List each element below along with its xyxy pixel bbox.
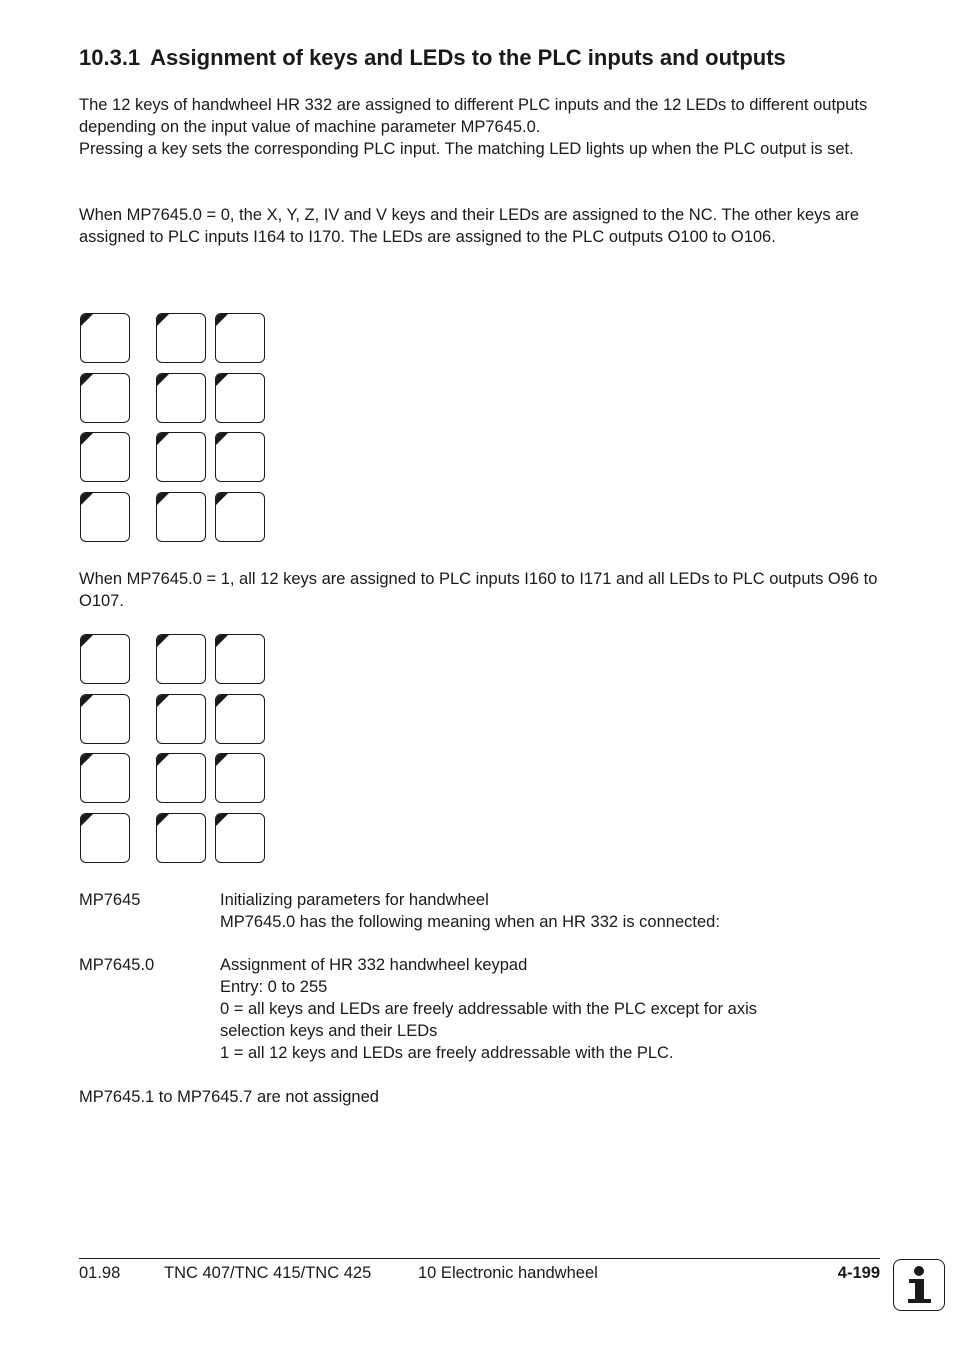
keypad-diagram-mp1 xyxy=(79,634,269,864)
param-line: selection keys and their LEDs xyxy=(220,1022,438,1040)
key-led-indicator xyxy=(81,314,93,326)
handwheel-key xyxy=(215,373,265,423)
handwheel-key xyxy=(80,813,130,863)
key-led-indicator xyxy=(216,695,228,707)
param-description xyxy=(220,954,860,1064)
handwheel-key xyxy=(215,813,265,863)
key-led-indicator xyxy=(157,635,169,647)
handwheel-key xyxy=(156,813,206,863)
section-title: Assignment of keys and LEDs to the PLC inputs and outputs xyxy=(150,45,786,70)
param-line: Entry: 0 to 255 xyxy=(220,978,328,996)
handwheel-key xyxy=(80,313,130,363)
footer-divider xyxy=(79,1258,880,1259)
intro-paragraph xyxy=(79,94,889,160)
handwheel-key xyxy=(156,753,206,803)
handwheel-key xyxy=(215,634,265,684)
key-led-indicator xyxy=(81,433,93,445)
param-line: Initializing parameters for handwheel xyxy=(220,891,489,909)
key-led-indicator xyxy=(157,493,169,505)
key-led-indicator xyxy=(157,754,169,766)
handwheel-key xyxy=(156,694,206,744)
param-line: 0 = all keys and LEDs are freely addressable with the PLC except for axis xyxy=(220,1000,757,1018)
info-icon xyxy=(893,1259,945,1311)
handwheel-key xyxy=(80,432,130,482)
key-led-indicator xyxy=(81,374,93,386)
key-led-indicator xyxy=(81,754,93,766)
section-number: 10.3.1 xyxy=(79,45,141,70)
mp0-paragraph: When MP7645.0 = 0, the X, Y, Z, IV and V keys and their LEDs are assigned to the NC. The other keys are assigned to PLC inputs I164 to I170. The LEDs are assigned to the PLC outputs O100 to O106. xyxy=(79,206,860,246)
key-led-indicator xyxy=(216,314,228,326)
param-line: 1 = all 12 keys and LEDs are freely addressable with the PLC. xyxy=(220,1044,674,1062)
page-title xyxy=(79,44,786,72)
key-led-indicator xyxy=(216,374,228,386)
not-assigned-note: MP7645.1 to MP7645.7 are not assigned xyxy=(79,1088,379,1106)
param-description xyxy=(220,889,860,933)
handwheel-key xyxy=(215,432,265,482)
intro-text-1: The 12 keys of handwheel HR 332 are assigned to different PLC inputs and the 12 LEDs to different outputs depending on the input value of machine parameter MP7645.0. xyxy=(79,96,868,136)
key-led-indicator xyxy=(157,433,169,445)
key-led-indicator xyxy=(81,493,93,505)
handwheel-key xyxy=(80,373,130,423)
key-led-indicator xyxy=(81,635,93,647)
footer-date: 01.98 xyxy=(79,1264,121,1282)
page-number: 4-199 xyxy=(837,1264,880,1282)
handwheel-key xyxy=(156,492,206,542)
handwheel-key xyxy=(156,373,206,423)
intro-text-2: Pressing a key sets the corresponding PLC input. The matching LED lights up when the PLC output is set. xyxy=(79,140,854,158)
handwheel-key xyxy=(215,694,265,744)
handwheel-key xyxy=(80,753,130,803)
key-led-indicator xyxy=(157,695,169,707)
key-led-indicator xyxy=(81,814,93,826)
handwheel-key xyxy=(80,492,130,542)
key-led-indicator xyxy=(216,493,228,505)
handwheel-key xyxy=(215,313,265,363)
handwheel-key xyxy=(215,753,265,803)
handwheel-key xyxy=(80,634,130,684)
key-led-indicator xyxy=(157,814,169,826)
param-line: MP7645.0 has the following meaning when an HR 332 is connected: xyxy=(220,913,720,931)
footer-chapter: 10 Electronic handwheel xyxy=(418,1264,598,1282)
handwheel-key xyxy=(156,432,206,482)
key-led-indicator xyxy=(216,754,228,766)
key-led-indicator xyxy=(157,314,169,326)
key-led-indicator xyxy=(216,814,228,826)
param-line: Assignment of HR 332 handwheel keypad xyxy=(220,956,528,974)
handwheel-key xyxy=(215,492,265,542)
param-name: MP7645 xyxy=(79,891,141,909)
key-led-indicator xyxy=(157,374,169,386)
mp1-paragraph: When MP7645.0 = 1, all 12 keys are assigned to PLC inputs I160 to I171 and all LEDs to PLC outputs O96 to O107. xyxy=(79,570,878,610)
handwheel-key xyxy=(156,634,206,684)
key-led-indicator xyxy=(216,433,228,445)
keypad-diagram-mp0 xyxy=(79,313,269,543)
key-led-indicator xyxy=(81,695,93,707)
handwheel-key xyxy=(156,313,206,363)
footer-models: TNC 407/TNC 415/TNC 425 xyxy=(164,1264,372,1282)
handwheel-key xyxy=(80,694,130,744)
param-name: MP7645.0 xyxy=(79,956,155,974)
key-led-indicator xyxy=(216,635,228,647)
